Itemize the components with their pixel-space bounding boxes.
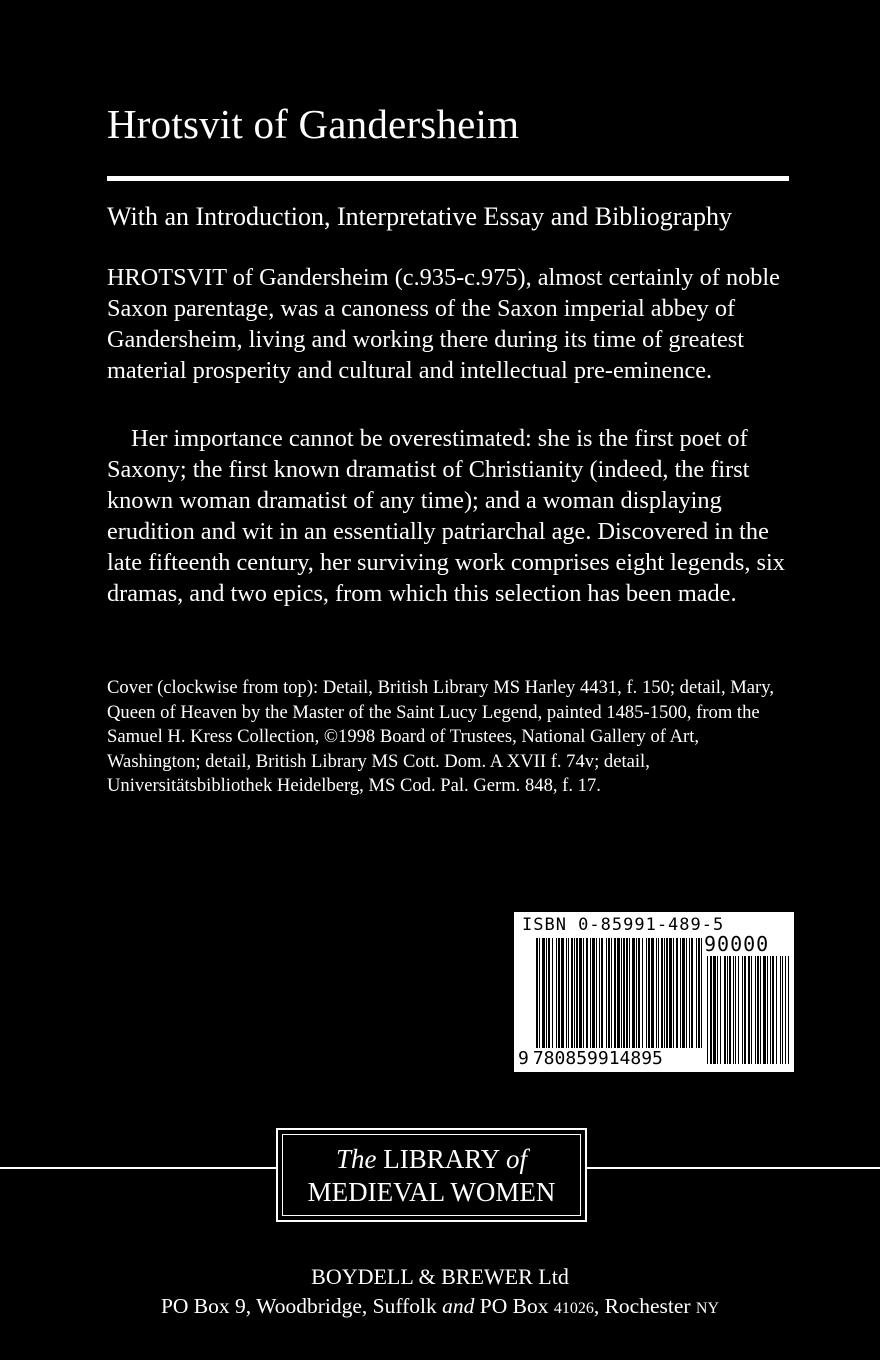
subtitle: With an Introduction, Interpretative Essay and Bibliography bbox=[107, 202, 732, 231]
series-line-2: MEDIEVAL WOMEN bbox=[307, 1177, 556, 1207]
cover-credits: Cover (clockwise from top): Detail, British Library MS Harley 4431, f. 150; detail, Mary, Queen of Heaven by the Master of the Saint Lucy Legend, painted 1485-1500, from the Samuel H. Kress Collection, ©1998 Board of Trustees, National Gallery of Art, Washington; detail, British Library MS Cott. Dom. A XVII f. 74v; detail, Universitätsbibliothek Heidelberg, MS Cod. Pal. Germ. 848, f. 17. bbox=[107, 677, 774, 796]
ean-first-digit: 9 bbox=[518, 1048, 529, 1069]
isbn-barcode bbox=[514, 912, 794, 1072]
publisher-name: BOYDELL & BREWER Ltd bbox=[311, 1264, 569, 1289]
address-part-1: PO Box 9, Woodbridge, Suffolk bbox=[160, 1294, 437, 1318]
book-title: Hrotsvit of Gandersheim bbox=[107, 101, 520, 147]
blurb-paragraph-1: HROTSVIT of Gandersheim (c.935-c.975), almost certainly of noble Saxon parentage, was a canoness of the Saxon imperial abbey of Gandersheim, living and working there during its time of greatest material prosperity and cultural and intellectual pre-eminence. bbox=[107, 264, 780, 384]
title-rule bbox=[107, 176, 789, 181]
series-rule-left bbox=[0, 1167, 276, 1169]
address-city: , Rochester bbox=[593, 1294, 691, 1318]
series-rule-right bbox=[587, 1167, 880, 1169]
address-part-2: PO Box bbox=[479, 1294, 549, 1318]
series-the: The bbox=[335, 1144, 377, 1174]
ean-digits bbox=[518, 1048, 663, 1069]
price-code: 90000 bbox=[704, 932, 770, 956]
series-of: of bbox=[506, 1144, 528, 1174]
address-box-number: 41026 bbox=[553, 1300, 594, 1317]
series-logo bbox=[276, 1128, 587, 1222]
address-state: NY bbox=[695, 1300, 720, 1317]
ean-remaining-digits: 780859914895 bbox=[532, 1048, 663, 1069]
address-and: and bbox=[442, 1294, 475, 1318]
series-library: LIBRARY bbox=[383, 1144, 500, 1174]
series-logo-inner bbox=[282, 1134, 581, 1216]
publisher-address bbox=[0, 1294, 880, 1319]
series-line-1 bbox=[283, 1144, 580, 1175]
blurb-paragraph-2: Her importance cannot be overestimated: she is the first poet of Saxony; the first known dramatist of Christianity (indeed, the first known woman dramatist of any time); and a woman displaying erudition and wit in an essentially patriarchal age. Discovered in the late fifteenth century, her surviving work comprises eight legends, six dramas, and two epics, from which this selection has been made. bbox=[107, 425, 785, 607]
isbn-label: ISBN 0-85991-489-5 bbox=[522, 915, 725, 935]
